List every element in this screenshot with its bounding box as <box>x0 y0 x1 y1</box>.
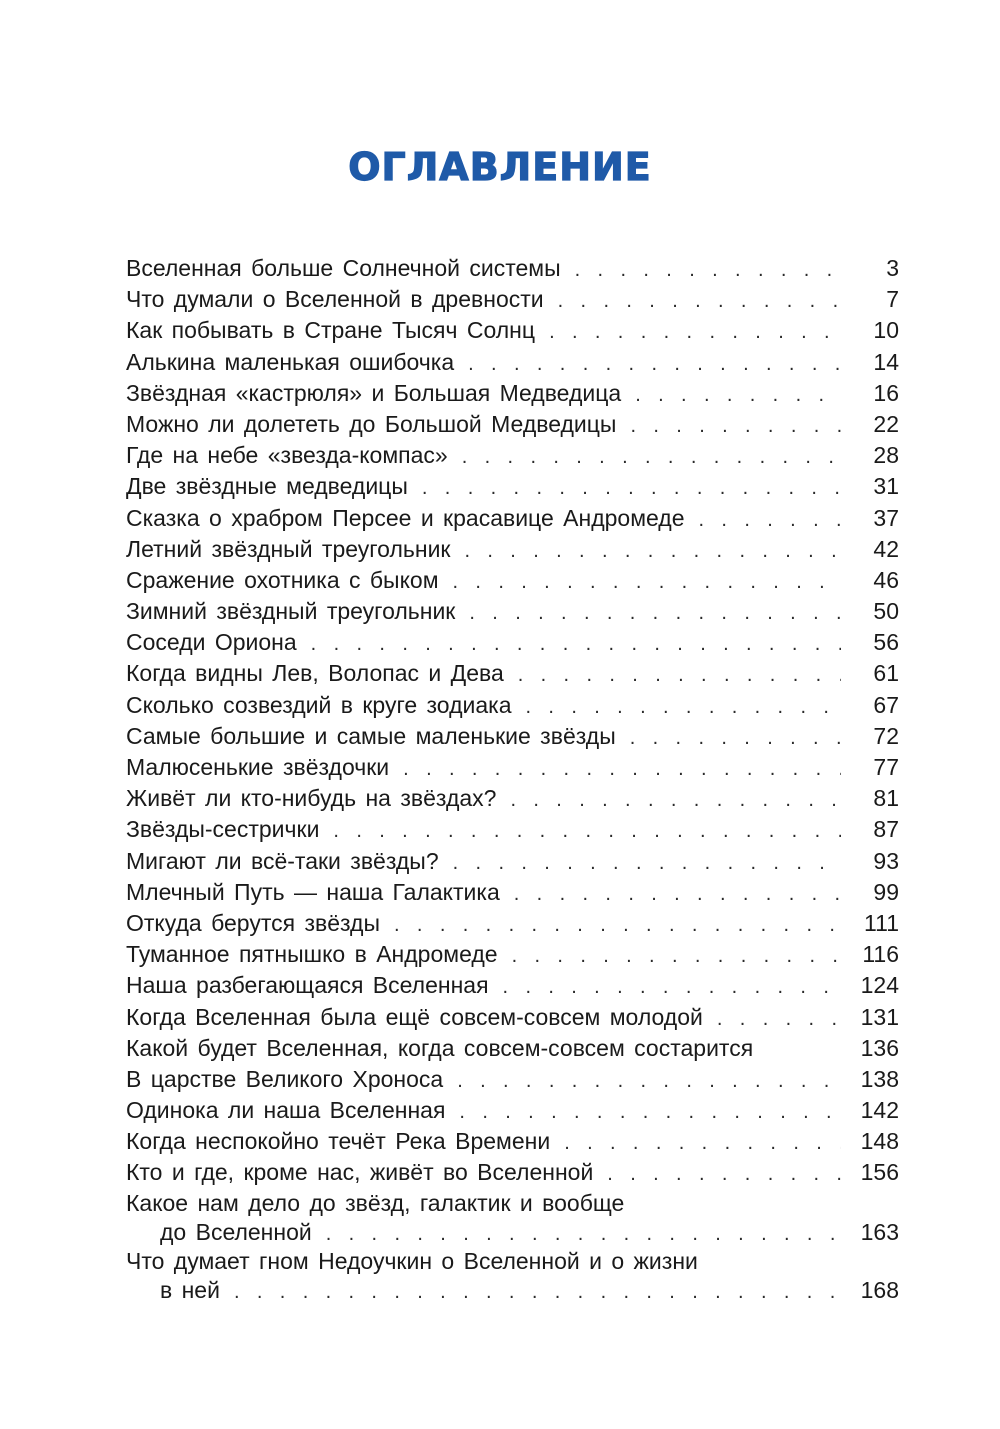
dot-leader <box>326 1220 841 1249</box>
toc-page-number: 61 <box>873 660 899 687</box>
dot-leader <box>468 349 841 380</box>
toc-page-number: 156 <box>860 1159 899 1186</box>
dot-leader <box>512 941 841 972</box>
toc-entry[interactable] <box>126 596 899 627</box>
toc-entry-title: Какое нам дело до звёзд, галактик и вообще <box>126 1189 625 1216</box>
toc-entry-title: Какой будет Вселенная, когда совсем-совсем состарится <box>126 1034 754 1061</box>
toc-entry[interactable] <box>126 814 899 845</box>
toc-entry-title: В царстве Великого Хроноса <box>126 1065 444 1092</box>
toc-page-number: 142 <box>860 1097 899 1124</box>
toc-entry[interactable] <box>126 721 899 752</box>
toc-entry-title: Живёт ли кто-нибудь на звёздах? <box>126 785 497 812</box>
toc-page-number: 7 <box>886 286 899 313</box>
dot-leader <box>518 660 841 691</box>
toc-page-number: 37 <box>873 504 899 531</box>
toc-page-number: 124 <box>860 972 899 999</box>
toc-entry-title: Алькина маленькая ошибочка <box>126 348 455 375</box>
toc-page-number: 16 <box>873 379 899 406</box>
toc-entry-title: Одинока ли наша Вселенная <box>126 1097 446 1124</box>
dot-leader <box>422 473 841 504</box>
toc-entry-title: Самые большие и самые маленькие звёзды <box>126 722 616 749</box>
dot-leader <box>630 723 841 754</box>
dot-leader <box>630 411 841 442</box>
toc-page-number: 131 <box>860 1003 899 1030</box>
toc-entry[interactable] <box>126 503 899 534</box>
toc-entry-title: Млечный Путь — наша Галактика <box>126 878 500 905</box>
dot-leader <box>717 1004 841 1035</box>
dot-leader <box>453 848 841 879</box>
toc-page-number: 163 <box>860 1218 899 1245</box>
toc-entry[interactable] <box>126 565 899 596</box>
dot-leader <box>503 972 841 1003</box>
toc-page-number: 22 <box>873 410 899 437</box>
dot-leader <box>510 785 841 816</box>
toc-page-number: 31 <box>873 473 899 500</box>
dot-leader <box>514 879 841 910</box>
toc-page-number: 87 <box>873 816 899 843</box>
toc-page-number: 72 <box>873 722 899 749</box>
dot-leader <box>459 1097 841 1128</box>
toc-entry-title: Когда неспокойно течёт Река Времени <box>126 1128 551 1155</box>
toc-page-number: 93 <box>873 847 899 874</box>
toc-entry[interactable] <box>126 440 899 471</box>
toc-entry[interactable] <box>126 471 899 502</box>
toc-entry-title: Откуда берутся звёзды <box>126 909 380 936</box>
dot-leader <box>635 380 841 411</box>
dot-leader <box>462 442 841 473</box>
toc-entry[interactable] <box>126 1189 899 1247</box>
toc-entry[interactable] <box>126 534 899 565</box>
toc-page-number: 99 <box>873 878 899 905</box>
dot-leader <box>564 1128 841 1159</box>
toc-entry-title: Когда Вселенная была ещё совсем-совсем молодой <box>126 1003 703 1030</box>
toc-entry[interactable] <box>126 752 899 783</box>
toc-entry[interactable] <box>126 846 899 877</box>
toc-entry-title: Летний звёздный треугольник <box>126 535 451 562</box>
dot-leader <box>394 910 841 941</box>
toc-entry-title: Кто и где, кроме нас, живёт во Вселенной <box>126 1159 594 1186</box>
toc-entry-title: Где на небе «звезда-компас» <box>126 442 448 469</box>
dot-leader <box>575 255 841 286</box>
toc-entry[interactable] <box>126 783 899 814</box>
toc-entry[interactable] <box>126 1157 899 1188</box>
toc-entry[interactable] <box>126 378 899 409</box>
toc-entry-title: Мигают ли всё-таки звёзды? <box>126 847 439 874</box>
toc-entry-title-continuation: в ней <box>160 1276 220 1303</box>
toc-entry-title: Сказка о храбром Персее и красавице Андромеде <box>126 504 685 531</box>
toc-entry[interactable] <box>126 1064 899 1095</box>
dot-leader <box>333 816 841 847</box>
toc-entry-title: Вселенная больше Солнечной системы <box>126 255 561 281</box>
toc-page-number: 168 <box>860 1276 899 1303</box>
toc-entry-title: Туманное пятнышко в Андромеде <box>126 941 498 968</box>
toc-entry[interactable] <box>126 284 899 315</box>
toc-entry[interactable] <box>126 315 899 346</box>
toc-entry[interactable] <box>126 347 899 378</box>
dot-leader <box>549 317 841 348</box>
toc-entry-title: Можно ли долететь до Большой Медведицы <box>126 410 617 437</box>
toc-page-number: 81 <box>873 785 899 812</box>
toc-entry-title: Наша разбегающаяся Вселенная <box>126 972 489 999</box>
toc-page-number: 50 <box>873 598 899 625</box>
toc-entry[interactable] <box>126 409 899 440</box>
dot-leader <box>311 629 841 660</box>
toc-page-number: 77 <box>873 754 899 780</box>
toc-entry-title: Когда видны Лев, Волопас и Дева <box>126 660 504 687</box>
toc-entry-title: Соседи Ориона <box>126 629 297 656</box>
toc-entry-title: Звёзды-сестрички <box>126 816 320 843</box>
toc-entry[interactable] <box>126 1126 899 1157</box>
toc-page-number: 28 <box>873 442 899 469</box>
dot-leader <box>699 505 841 536</box>
dot-leader <box>464 536 841 567</box>
toc-page-number: 42 <box>873 535 899 562</box>
toc-entry[interactable] <box>126 1002 899 1033</box>
toc-entry[interactable] <box>126 1095 899 1126</box>
toc-entry[interactable] <box>126 1247 899 1305</box>
toc-entry-title: Малюсенькие звёздочки <box>126 754 390 780</box>
toc-page-number: 67 <box>873 691 899 718</box>
toc-entry-title: Звёздная «кастрюля» и Большая Медведица <box>126 379 622 406</box>
dot-leader <box>607 1159 841 1190</box>
toc-page-number: 138 <box>860 1065 899 1092</box>
toc-entry[interactable] <box>126 939 899 970</box>
toc-page-number: 136 <box>860 1034 899 1061</box>
toc-entry-title: Зимний звёздный треугольник <box>126 598 456 625</box>
toc-entry-title: Сражение охотника с быком <box>126 566 439 593</box>
toc-page-number: 3 <box>886 255 899 281</box>
toc-page-number: 46 <box>873 566 899 593</box>
toc-entry-title: Что думает гном Недоучкин о Вселенной и о жизни <box>126 1247 698 1274</box>
toc-entry[interactable] <box>126 970 899 1001</box>
dot-leader <box>558 286 841 317</box>
toc-entry-title: Две звёздные медведицы <box>126 473 408 500</box>
table-of-contents <box>126 253 899 1305</box>
toc-entry[interactable] <box>126 690 899 721</box>
toc-page-number: 111 <box>864 909 899 936</box>
toc-entry[interactable] <box>126 627 899 658</box>
page-title: ОГЛАВЛЕНИЕ <box>348 145 652 189</box>
toc-entry-title: Сколько созвездий в круге зодиака <box>126 691 512 718</box>
toc-page-number: 10 <box>873 317 899 344</box>
toc-page-number: 116 <box>862 941 899 968</box>
toc-page-number: 56 <box>873 629 899 656</box>
toc-page-number: 148 <box>860 1128 899 1155</box>
toc-entry-title-continuation: до Вселенной <box>160 1218 312 1245</box>
dot-leader <box>403 754 841 785</box>
dot-leader <box>526 692 841 723</box>
toc-entry[interactable] <box>126 658 899 689</box>
toc-entry[interactable] <box>126 253 899 284</box>
toc-entry[interactable] <box>126 908 899 939</box>
toc-entry-title: Как побывать в Стране Тысяч Солнц <box>126 317 536 344</box>
dot-leader <box>457 1066 841 1097</box>
toc-entry[interactable] <box>126 877 899 908</box>
dot-leader <box>469 598 841 629</box>
toc-entry[interactable] <box>126 1033 899 1064</box>
toc-entry-title: Что думали о Вселенной в древности <box>126 286 544 313</box>
dot-leader <box>453 567 841 598</box>
toc-page-number: 14 <box>873 348 899 375</box>
dot-leader <box>234 1278 841 1307</box>
